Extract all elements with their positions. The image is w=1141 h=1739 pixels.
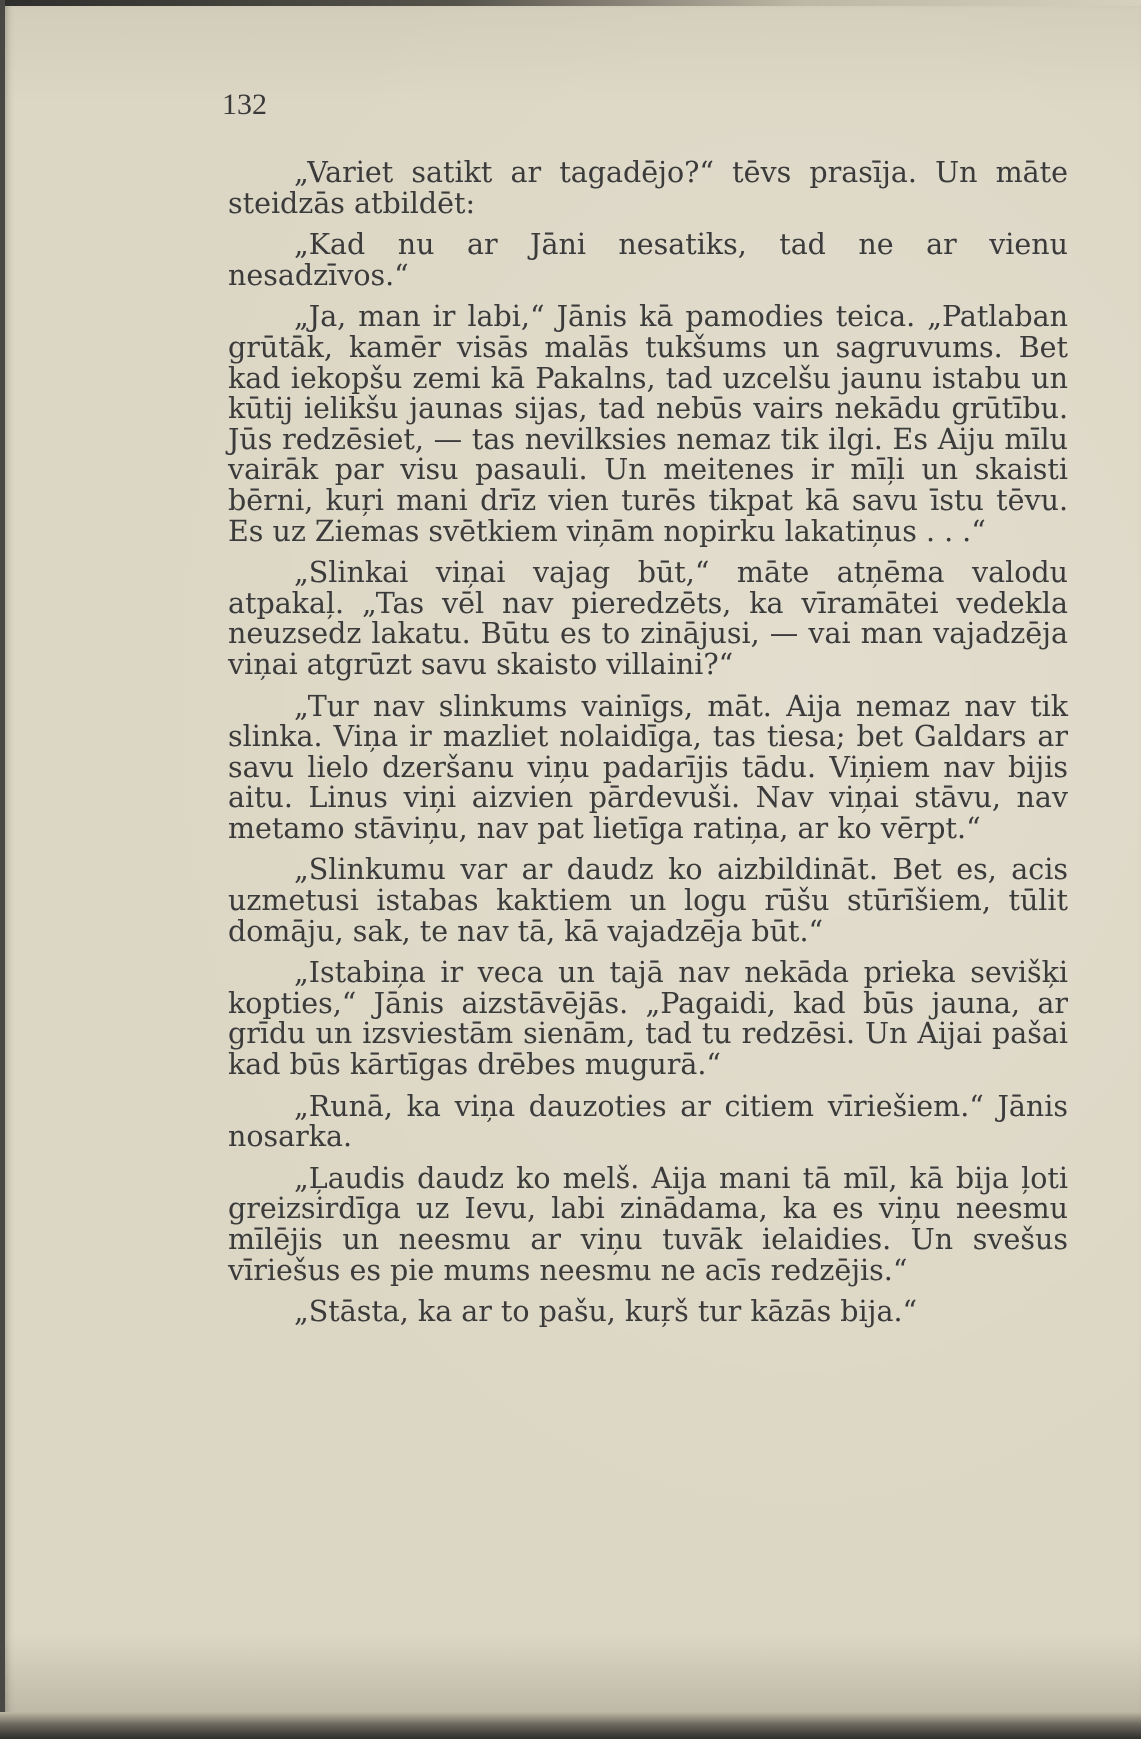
- paragraph: „Stāsta, ka ar to pašu, kuŗš tur kāzās bija.“: [294, 1295, 918, 1329]
- paragraph: „Ļaudis daudz ko melš. Aija mani tā mīl, kā bija ļoti greizsirdīga uz Ievu, labi zinādama, ka es viņu neesmu mīlējis un neesmu ar viņu tuvāk ielaidies. Un svešus vīriešus es pie mums neesmu ne acīs redzējis.“: [228, 1161, 1068, 1287]
- paragraph: „Slinkai viņai vajag būt,“ māte atņēma valodu atpakaļ. „Tas vēl nav pieredzēts, ka vīramātei vedekla neuzsedz lakatu. Būtu es to zinājusi, — vai man vajadzēja viņai atgrūzt savu skaisto villaini?“: [228, 556, 1068, 681]
- paragraph: „Ja, man ir labi,“ Jānis kā pamodies teica. „Patlaban grūtāk, kamēr visās malās tukšums un sagruvums. Bet kad iekopšu zemi kā Pakalns, tad uzcelšu jaunu istabu un kūtij ielikšu jaunas sijas, tad nebūs vairs nekādu grūtību. Jūs redzēsiet, — tas nevilksies nemaz tik ilgi. Es Aiju mīlu vairāk par visu pasauli. Un meitenes ir mīļi un skaisti bērni, kuŗi mani drīz vien turēs tikpat kā savu īstu tēvu. Es uz Ziemas svētkiem viņām nopirku lakatiņus . . .“: [228, 300, 1068, 548]
- page-bottom-edge: [0, 1712, 1141, 1739]
- paragraph: „Slinkumu var ar daudz ko aizbildināt. Bet es, acis uzmetusi istabas kaktiem un logu rūšu stūrīšiem, tūlit domāju, sak, te nav tā, kā vajadzēja būt.“: [228, 853, 1068, 948]
- page-binding-edge: [0, 0, 5, 1739]
- page-text-body: [228, 158, 1068, 1339]
- paragraph: „Runā, ka viņa dauzoties ar citiem vīriešiem.“ Jānis nosarka.: [228, 1089, 1068, 1154]
- paragraph: „Tur nav slinkums vainīgs, māt. Aija nemaz nav tik slinka. Viņa ir mazliet nolaidīga, tas tiesa; bet Galdars ar savu lielo dzeršanu viņu padarījis tādu. Viņiem nav bijis aitu. Linus viņi aizvien pārdevuši. Nav viņai stāvu, nav metamo stāviņu, nav pat lietīga ratiņa, ar ko vērpt.“: [228, 689, 1068, 845]
- paragraph: „Istabiņa ir veca un tajā nav nekāda prieka sevišķi kopties,“ Jānis aizstāvējās. „Pagaidi, kad būs jauna, ar grīdu un izsviestām sienām, tad tu redzēsi. Un Aijai pašai kad būs kārtīgas drēbes mugurā.“: [228, 956, 1068, 1082]
- paragraph: „Kad nu ar Jāni nesatiks, tad ne ar vienu nesadzīvos.“: [228, 228, 1068, 292]
- page-top-edge: [0, 0, 1141, 6]
- page-number: 132: [222, 88, 267, 121]
- paragraph: „Variet satikt ar tagadējo?“ tēvs prasīja. Un māte steidzās atbildēt:: [228, 156, 1068, 220]
